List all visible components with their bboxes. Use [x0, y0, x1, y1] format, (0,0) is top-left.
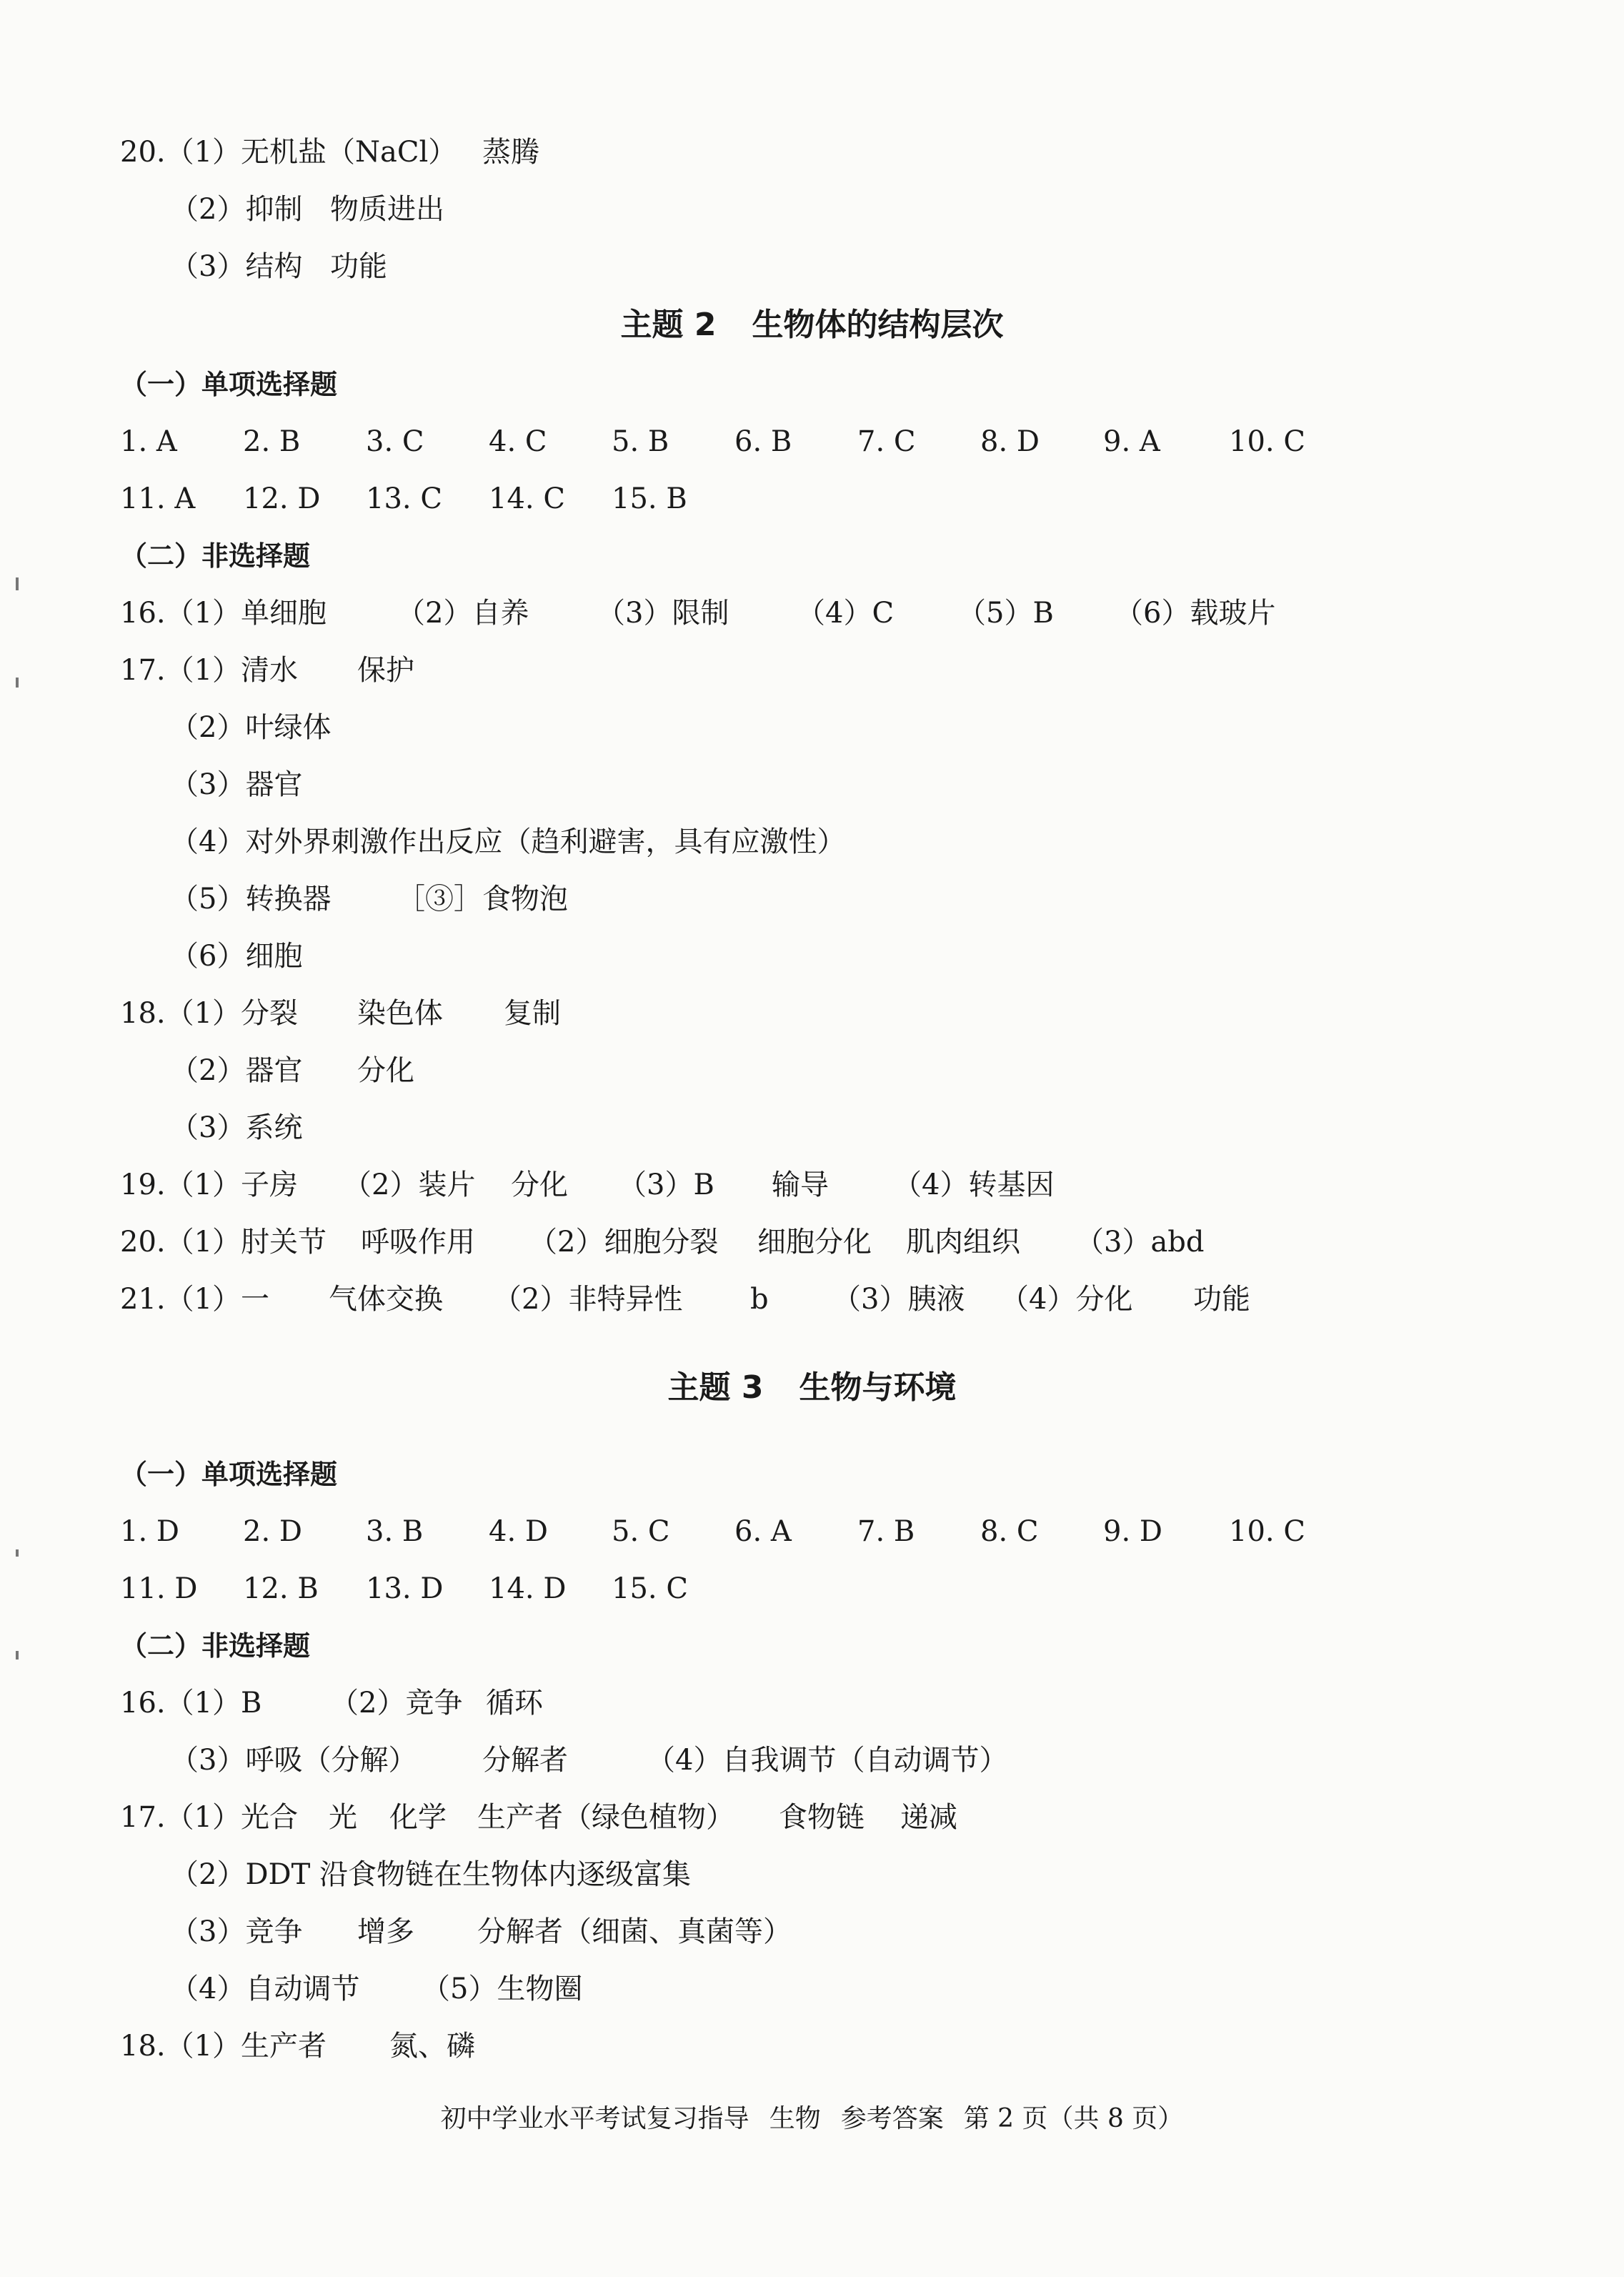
question-20 — [0, 1222, 1624, 1262]
question-17 — [0, 822, 1624, 862]
answer-text: （3）abd — [1075, 1226, 1205, 1259]
question-17 — [0, 936, 1624, 976]
topic-2-heading — [0, 304, 1624, 347]
answer-text: 18.（1）分裂 — [120, 997, 299, 1030]
scan-mark — [16, 1549, 19, 1557]
answer-text: 19.（1）子房 — [120, 1169, 299, 1201]
question-18 — [0, 2026, 1624, 2066]
answer-text: 13. D — [366, 1572, 444, 1605]
answer-text: 18.（1）生产者 — [120, 2030, 327, 2063]
answer-text: （4）对外界刺激作出反应（趋利避害，具有应激性） — [170, 825, 846, 858]
answer-text: （5）B — [957, 597, 1054, 630]
answer-text: 保护 — [357, 654, 414, 687]
answer-text: （3）胰液 — [832, 1283, 965, 1316]
answer-text: 5. B — [612, 425, 669, 458]
answer-text: （2）非特异性 — [493, 1283, 683, 1316]
answer-text: 6. B — [734, 425, 792, 458]
topic-number: 主题 2 — [620, 307, 717, 343]
answer-text: 10. C — [1229, 1515, 1305, 1548]
section-single-choice: （一）单项选择题 — [120, 1459, 338, 1490]
answer-text: ［③］食物泡 — [397, 883, 568, 916]
question-18 — [0, 1051, 1624, 1091]
footer-page-number: 第 2 页（共 8 页） — [963, 2104, 1184, 2133]
answer-text: 8. D — [980, 425, 1040, 458]
footer-kind: 参考答案 — [840, 2104, 944, 2133]
answer-text: 4. D — [489, 1515, 548, 1548]
answer-text: （4）分化 — [1000, 1283, 1133, 1316]
answer-text: 5. C — [612, 1515, 670, 1548]
answer-text: 11. D — [120, 1572, 198, 1605]
answer-text: 12. D — [243, 482, 321, 515]
answer-text: 氮、磷 — [389, 2030, 475, 2063]
answer-text: 复制 — [504, 997, 561, 1030]
answer-text: 功能 — [330, 250, 387, 283]
answer-text: 蒸腾 — [482, 136, 539, 169]
answer-text: （3）B — [618, 1169, 714, 1201]
answer-text: 气体交换 — [329, 1283, 443, 1316]
question-17 — [0, 879, 1624, 919]
question-17 — [0, 708, 1624, 748]
q20a-2 — [0, 189, 1624, 229]
answer-text: （3）限制 — [597, 597, 729, 630]
answer-text: 13. C — [366, 482, 442, 515]
answer-text: （5）生物圈 — [422, 1973, 583, 2005]
answer-text: 8. C — [980, 1515, 1039, 1548]
question-17 — [0, 1912, 1624, 1952]
answer-text: 21.（1）一 — [120, 1283, 270, 1316]
answer-text: （5）转换器 — [170, 883, 332, 916]
question-17 — [0, 1969, 1624, 2009]
mc-row — [0, 1512, 1624, 1552]
answer-text: （4）自我调节（自动调节） — [647, 1744, 1008, 1777]
answer-text: （3）系统 — [170, 1111, 303, 1144]
answer-text: 7. B — [857, 1515, 915, 1548]
answer-text: （2）抑制 — [170, 193, 303, 226]
mc-row — [0, 422, 1624, 462]
answer-text: 循环 — [486, 1687, 543, 1720]
question-18 — [0, 1108, 1624, 1148]
answer-text: 递减 — [900, 1801, 957, 1834]
answer-text: 17.（1）光合 — [120, 1801, 299, 1834]
question-18 — [0, 993, 1624, 1033]
answer-text: 16.（1）B — [120, 1687, 262, 1720]
question-19 — [0, 1165, 1624, 1205]
scan-mark — [16, 577, 19, 590]
answer-text: （3）器官 — [170, 768, 303, 801]
answer-text: 9. A — [1103, 425, 1160, 458]
answer-text: 16.（1）单细胞 — [120, 597, 327, 630]
answer-text: （2）自养 — [397, 597, 529, 630]
footer-book-title: 初中学业水平考试复习指导 — [440, 2104, 749, 2133]
mc-row — [0, 1569, 1624, 1609]
question-17 — [0, 765, 1624, 805]
answer-text: 15. C — [612, 1572, 688, 1605]
answer-text: 9. D — [1103, 1515, 1162, 1548]
answer-text: （6）载玻片 — [1115, 597, 1276, 630]
scan-mark — [16, 678, 19, 688]
answer-text: 20.（1）无机盐（NaCl） — [120, 136, 457, 169]
question-16 — [0, 1683, 1624, 1723]
answer-text: b — [750, 1283, 769, 1316]
topic-3-heading — [0, 1366, 1624, 1409]
answer-text: 呼吸作用 — [361, 1226, 475, 1259]
question-21 — [0, 1279, 1624, 1319]
answer-text: 7. C — [857, 425, 916, 458]
answer-text: （6）细胞 — [170, 940, 303, 973]
answer-text: 增多 — [357, 1915, 414, 1948]
topic-title: 生物与环境 — [799, 1369, 957, 1406]
answer-text: 食物链 — [779, 1801, 865, 1834]
footer-subject: 生物 — [769, 2104, 821, 2133]
answer-text: （4）C — [797, 597, 895, 630]
section-non-choice: （二）非选择题 — [120, 1630, 311, 1662]
answer-text: （2）叶绿体 — [170, 711, 332, 744]
answer-text: 细胞分化 — [757, 1226, 872, 1259]
answer-text: （4）自动调节 — [170, 1973, 360, 2005]
mc-row — [0, 479, 1624, 519]
topic-title: 生物体的结构层次 — [752, 307, 1004, 343]
answer-text: 光 — [329, 1801, 357, 1834]
topic-number: 主题 3 — [667, 1369, 764, 1406]
question-16 — [0, 593, 1624, 633]
answer-text: 3. C — [366, 425, 424, 458]
answer-text: 10. C — [1229, 425, 1305, 458]
answer-text: 染色体 — [357, 997, 443, 1030]
answer-text: 20.（1）肘关节 — [120, 1226, 327, 1259]
answer-text: 2. B — [243, 425, 301, 458]
answer-text: 14. C — [489, 482, 565, 515]
answer-text: 功能 — [1193, 1283, 1250, 1316]
question-17 — [0, 1797, 1624, 1837]
answer-text: （4）转基因 — [893, 1169, 1055, 1201]
answer-text: （3）竞争 — [170, 1915, 303, 1948]
answer-text: 3. B — [366, 1515, 424, 1548]
question-17 — [0, 650, 1624, 690]
answer-text: （3）结构 — [170, 250, 303, 283]
q20a-1 — [0, 132, 1624, 172]
answer-text: （2）竞争 — [330, 1687, 463, 1720]
answer-text: 1. D — [120, 1515, 179, 1548]
answer-text: 12. B — [243, 1572, 319, 1605]
answer-text: （2）器官 — [170, 1054, 303, 1087]
question-17 — [0, 1855, 1624, 1895]
answer-text: 1. A — [120, 425, 177, 458]
answer-text: 11. A — [120, 482, 196, 515]
page-footer — [0, 2101, 1624, 2137]
answer-text: 肌肉组织 — [906, 1226, 1020, 1259]
section-non-choice: （二）非选择题 — [120, 540, 311, 572]
answer-text: （3）呼吸（分解） — [170, 1744, 417, 1777]
question-16 — [0, 1740, 1624, 1780]
answer-text: 化学 — [389, 1801, 447, 1834]
section-single-choice: （一）单项选择题 — [120, 369, 338, 400]
answer-text: 物质进出 — [330, 193, 444, 226]
answer-text: 2. D — [243, 1515, 302, 1548]
answer-text: 14. D — [489, 1572, 567, 1605]
answer-text: 分化 — [357, 1054, 414, 1087]
answer-text: 输导 — [772, 1169, 829, 1201]
q20a-3 — [0, 247, 1624, 287]
answer-text: （2）DDT 沿食物链在生物体内逐级富集 — [170, 1858, 691, 1891]
scan-mark — [16, 1651, 19, 1660]
answer-text: （2）装片 — [343, 1169, 476, 1201]
answer-text: 生产者（绿色植物） — [477, 1801, 734, 1834]
answer-text: 分解者 — [482, 1744, 568, 1777]
answer-text: 分化 — [511, 1169, 568, 1201]
answer-text: 6. A — [734, 1515, 792, 1548]
answer-text: 15. B — [612, 482, 687, 515]
answer-text: 17.（1）清水 — [120, 654, 299, 687]
answer-text: 4. C — [489, 425, 547, 458]
answer-text: （2）细胞分裂 — [529, 1226, 719, 1259]
answer-text: 分解者（细菌、真菌等） — [477, 1915, 792, 1948]
